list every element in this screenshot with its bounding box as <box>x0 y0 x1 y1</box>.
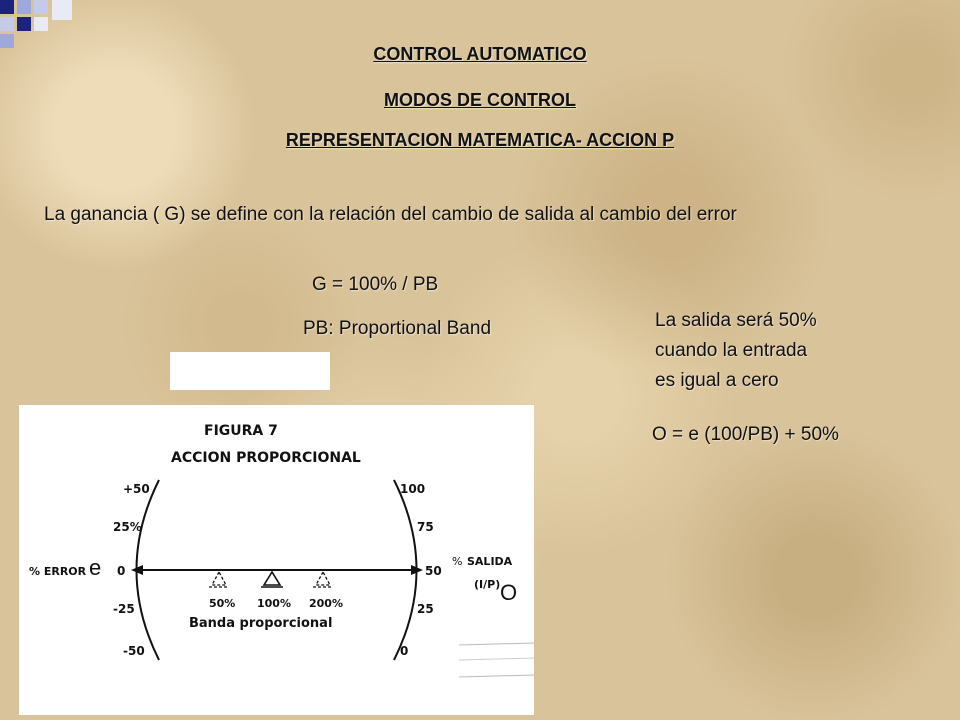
corner-square <box>17 0 31 14</box>
title-line-2: MODOS DE CONTROL <box>384 90 576 110</box>
figure-subtitle: ACCION PROPORCIONAL <box>171 450 361 466</box>
right-tick-label: 100 <box>400 482 426 496</box>
title-line-3: REPRESENTACION MATEMATICA- ACCION P <box>285 130 675 150</box>
fulcrum-100 <box>261 572 283 587</box>
right-tick-label: 0 <box>400 644 409 658</box>
band-label: 100% <box>257 597 291 610</box>
left-tick-label: -25 <box>113 602 135 616</box>
corner-square <box>52 0 72 20</box>
right-tick-label: 75 <box>417 520 434 534</box>
blank-box <box>170 352 330 390</box>
output-note <box>655 306 817 396</box>
scan-artifact <box>459 675 534 677</box>
left-tick-label: -50 <box>123 644 145 658</box>
right-axis-label: SALIDA <box>467 555 513 568</box>
right-tick-label: 50 <box>425 564 442 578</box>
note-line-3: es igual a cero <box>655 370 779 391</box>
gain-formula: G = 100% / PB <box>312 274 439 295</box>
figure-title: FIGURA 7 <box>204 423 278 439</box>
corner-square <box>34 0 48 14</box>
note-line-1: La salida será 50% <box>655 310 817 331</box>
left-axis-label: % ERROR <box>29 565 87 578</box>
scan-artifact <box>459 658 534 660</box>
left-tick-label: 0 <box>117 564 126 578</box>
left-tick-label: 25% <box>113 520 142 534</box>
scan-artifact <box>459 643 534 645</box>
error-symbol: e <box>89 555 102 580</box>
right-axis-prefix: % <box>452 555 463 568</box>
right-axis-sublabel: (I/P) <box>474 578 501 591</box>
fulcrum-50 <box>209 572 229 587</box>
output-formula: O = e (100/PB) + 50% <box>652 424 839 445</box>
band-caption: Banda proporcional <box>189 616 333 631</box>
band-label: 200% <box>309 597 343 610</box>
note-line-2: cuando la entrada <box>655 340 808 361</box>
right-tick-label: 25 <box>417 602 434 616</box>
output-symbol: O <box>500 580 518 605</box>
band-label: 50% <box>209 597 236 610</box>
corner-square <box>0 17 14 31</box>
corner-square <box>17 17 31 31</box>
corner-square <box>0 0 14 14</box>
fulcrum-200 <box>313 572 333 587</box>
left-tick-label: +50 <box>123 482 150 496</box>
corner-square <box>34 17 48 31</box>
pb-definition: PB: Proportional Band <box>303 318 492 339</box>
gain-definition-text: La ganancia ( G) se define con la relación del cambio de salida al cambio del error <box>44 204 737 225</box>
title-line-1: CONTROL AUTOMATICO <box>373 44 587 64</box>
